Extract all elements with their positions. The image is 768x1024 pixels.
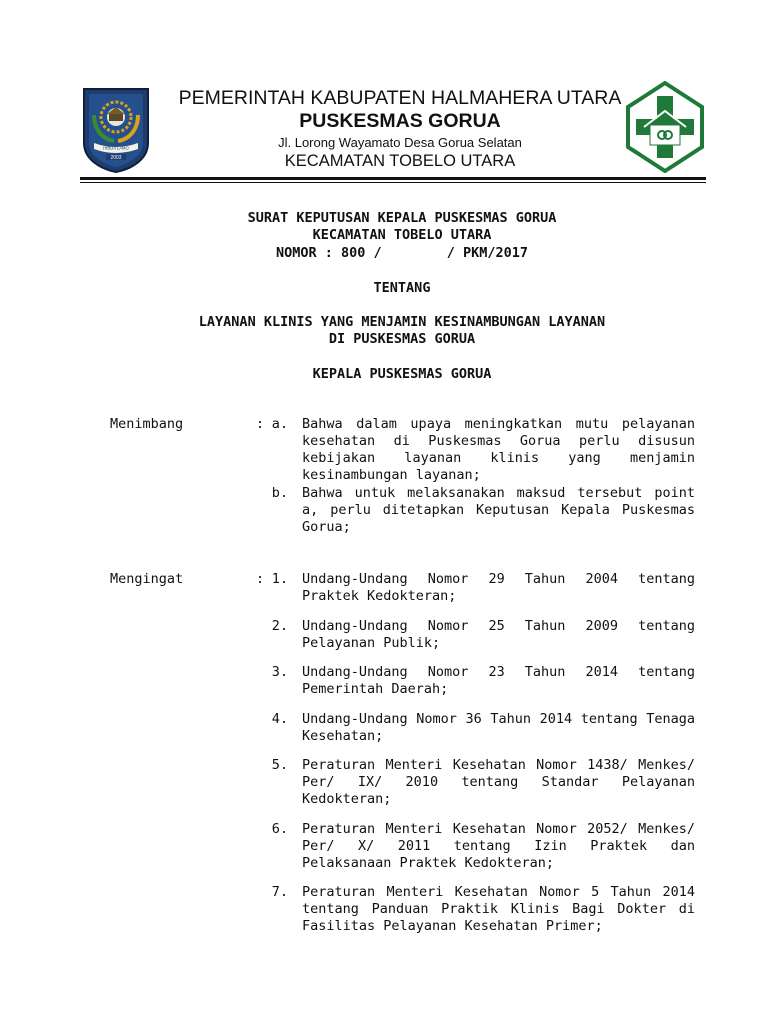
halmahera-utara-emblem-icon [80, 85, 152, 173]
decree-number: NOMOR : 800 / / PKM/2017 [276, 245, 528, 261]
list-marker: 6. [271, 821, 288, 837]
letterhead-divider [80, 177, 706, 180]
list-marker: b. [271, 485, 288, 501]
letterhead-government: PEMERINTAH KABUPATEN HALMAHERA UTARA [178, 87, 622, 109]
mengingat-label: Mengingat [110, 571, 184, 587]
list-marker: 3. [271, 664, 288, 680]
decree-subject: LAYANAN KLINIS YANG MENJAMIN KESINAMBUNGAN LAYANAN [198, 314, 606, 330]
list-item: Bahwa dalam upaya meningkatkan mutu pelayanan kesehatan di Puskesmas Gorua perlu disusun kebijakan layanan klinis yang menjamin kesinambungan layanan; [302, 416, 695, 483]
list-marker: 4. [271, 711, 288, 727]
list-item: Bahwa untuk melaksanakan maksud tersebut point a, perlu ditetapkan Keputusan Kepala Puskesmas Gorua; [302, 485, 695, 535]
issuing-official: KEPALA PUSKESMAS GORUA [312, 366, 492, 382]
list-item: Undang-Undang Nomor 29 Tahun 2004 tentang Praktek Kedokteran; [302, 571, 695, 604]
list-marker: 2. [271, 618, 288, 634]
list-item: Peraturan Menteri Kesehatan Nomor 1438/ Menkes/ Per/ IX/ 2010 tentang Standar Pelayanan Kedokteran; [302, 757, 695, 807]
list-item: Undang-Undang Nomor 36 Tahun 2014 tentang Tenaga Kesehatan; [302, 711, 695, 744]
list-item: Peraturan Menteri Kesehatan Nomor 5 Tahun 2014 tentang Panduan Praktik Klinis Bagi Dokter di Fasilitas Pelayanan Kesehatan Primer; [302, 884, 695, 934]
decree-title: SURAT KEPUTUSAN KEPALA PUSKESMAS GORUA [247, 210, 557, 226]
list-marker: 5. [271, 757, 288, 773]
list-item: Undang-Undang Nomor 25 Tahun 2009 tentang Pelayanan Publik; [302, 618, 695, 651]
section-colon: : [256, 571, 265, 587]
letterhead-address: Jl. Lorong Wayamato Desa Gorua Selatan [278, 135, 522, 150]
letterhead-district: KECAMATAN TOBELO UTARA [284, 152, 516, 170]
emblem-ribbon-text: HIBUA LAMO [103, 145, 129, 151]
list-item: Undang-Undang Nomor 23 Tahun 2014 tentang Pemerintah Daerah; [302, 664, 695, 697]
decree-subject-line2: DI PUSKESMAS GORUA [328, 331, 476, 347]
decree-subtitle: KECAMATAN TOBELO UTARA [312, 227, 492, 243]
section-colon: : [256, 416, 265, 432]
menimbang-label: Menimbang [110, 416, 184, 432]
letterhead-institution: PUSKESMAS GORUA [299, 110, 501, 132]
tentang-heading: TENTANG [373, 280, 431, 296]
emblem-year-text: 2003 [110, 155, 122, 161]
list-marker: 7. [271, 884, 288, 900]
list-marker: 1. [271, 571, 288, 587]
list-marker: a. [271, 416, 288, 432]
letterhead-divider-thin [80, 182, 706, 183]
list-item: Peraturan Menteri Kesehatan Nomor 2052/ Menkes/ Per/ X/ 2011 tentang Izin Praktek dan Pelaksanaan Praktek Kedokteran; [302, 821, 695, 871]
